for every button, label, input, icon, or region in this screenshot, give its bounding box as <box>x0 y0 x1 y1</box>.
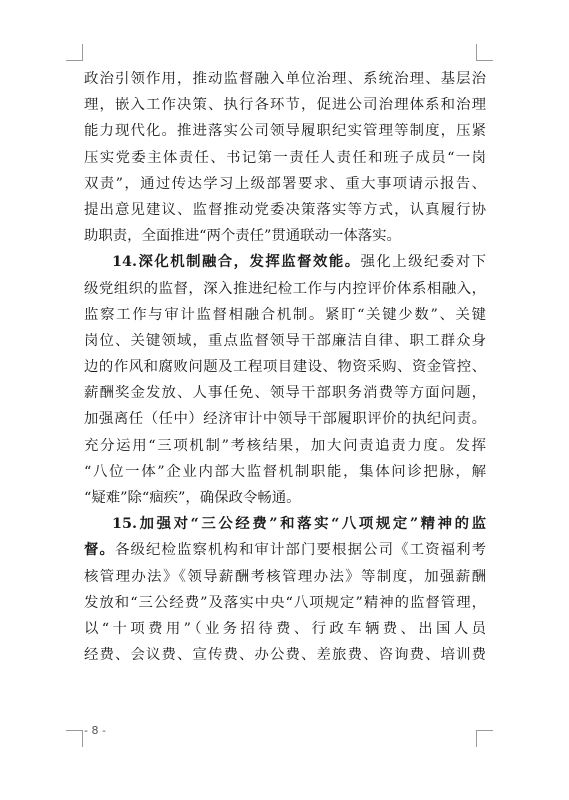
text-line: 以“十项费用”（业务招待费、行政车辆费、出国人员 <box>84 620 486 637</box>
text-line: 监察工作与审计监督相融合机制。紧盯“关键少数”、关键 <box>84 306 486 323</box>
text-line: “八位一体”企业内部大监督机制职能，集体问诊把脉，解 <box>84 463 486 480</box>
text-line: 能力现代化。推进落实公司领导履职纪实管理等制度，压紧 <box>84 123 486 140</box>
crop-mark-top-right <box>476 44 493 61</box>
text-line: 政治引领作用，推动监督融入单位治理、系统治理、基层治 <box>84 71 486 87</box>
text-line: 薪酬奖金发放、人事任免、领导干部职务消费等方面问题， <box>84 385 486 402</box>
section-heading-14: 14.深化机制融合，发挥监督效能。强化上级纪委对下 <box>112 253 486 271</box>
heading-text: 14.深化机制融合，发挥监督效能。 <box>112 253 361 271</box>
text-line: “疑难”除“痼疾”，确保政令畅通。 <box>84 490 301 506</box>
text-line: 双责”，通过传达学习上级部署要求、重大事项请示报告、 <box>84 175 486 192</box>
section-heading-15 <box>84 511 486 537</box>
text-line: 督。各级纪检监察机构和审计部门要根据公司《工资福利考 <box>84 541 486 559</box>
text-line: 加强离任（任中）经济审计中领导干部履职评价的执纪问责。 <box>84 411 486 428</box>
text-line: 理，嵌入工作决策、执行各环节，促进公司治理体系和治理 <box>84 97 486 114</box>
text-line: 充分运用“三项机制”考核结果，加大问责追责力度。发挥 <box>84 437 486 454</box>
crop-mark-bottom-right <box>476 730 493 747</box>
text-line: 压实党委主体责任、书记第一责任人责任和班子成员“一岗 <box>84 149 486 166</box>
page-number: - 8 - <box>84 724 106 737</box>
text-line: 助职责，全面推进“两个责任”贯通联动一体落实。 <box>84 228 401 245</box>
text-line: 边的作风和腐败问题及工程项目建设、物资采购、资金管控、 <box>84 359 486 376</box>
heading-text-cont: 督。 <box>84 541 116 559</box>
crop-mark-bottom-left <box>66 730 83 747</box>
text-line: 级党组织的监督，深入推进纪检工作与内控评价体系相融入， <box>84 280 486 297</box>
heading-text: 15.加强对“三公经费”和落实“八项规定”精神的监 <box>112 515 486 533</box>
text-line: 发放和“三公经费”及落实中央“八项规定”精神的监督管理， <box>84 594 486 611</box>
text-line: 经费、会议费、宣传费、办公费、差旅费、咨询费、培训费 <box>84 647 486 664</box>
text-line: 岗位、关键领域，重点监督领导干部廉洁自律、职工群众身 <box>84 332 486 349</box>
crop-mark-top-left <box>66 44 83 61</box>
text-line: 提出意见建议、监督推动党委决策落实等方式，认真履行协 <box>84 201 486 218</box>
body-text <box>84 66 486 668</box>
text-line: 核管理办法》《领导薪酬考核管理办法》等制度，加强薪酬 <box>84 568 486 585</box>
